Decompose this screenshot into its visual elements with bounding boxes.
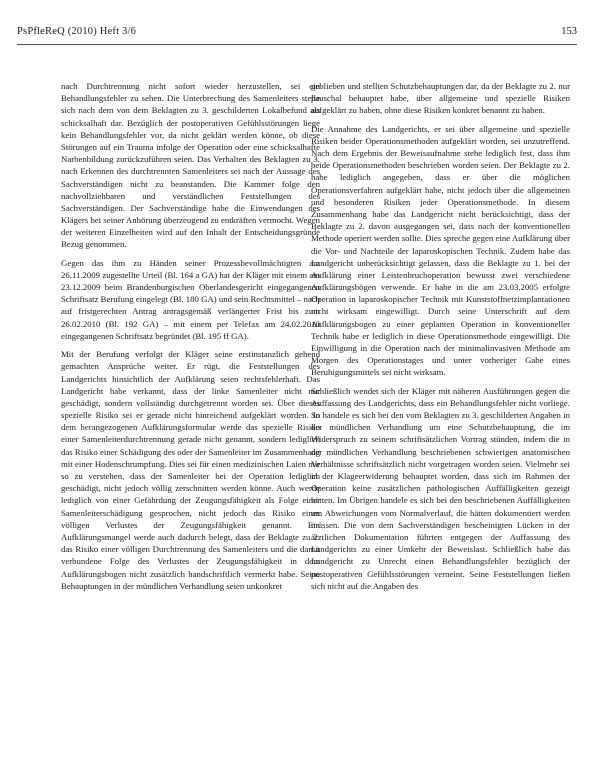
left-column xyxy=(61,80,320,598)
page-number: 153 xyxy=(561,26,577,37)
paragraph: Gegen das ihm zu Händen seiner Prozessbevollmächtigten am 26.11.2009 zugestellte Urteil (Bl. 164 a GA) hat der Kläger mit einem am 23.12.2009 beim Brandenburgischen Oberlandesgericht eingegangenen Schriftsatz Berufung eingelegt (Bl. 180 GA) und sein Rechtsmittel – nach auf fristgerechten Antrag antragsgemäß verlängerter Frist bis zum 26.02.2010 (Bl. 192 GA) – mit einem per Telefax am 24.02.2010 eingegangenen Schriftsatz begründet (Bl. 195 ff GA). xyxy=(61,257,320,341)
right-column xyxy=(311,80,570,598)
paragraph: Die Annahme des Landgerichts, er sei über allgemeine und spezielle Risiken beider Operationsmethoden aufgeklärt worden, sei unzutreffend. Nach dem Ergebnis der Beweisaufnahme stehe lediglich fest, dass ihm beide Operationsmethoden beschrieben worden seien. Der Beklagte zu 2. habe lediglich angegeben, dass er über die möglichen Operationsverfahren aufgeklärt habe, nicht jedoch über die allgemeinen und besonderen Risiken jeder Operationsmethode. In diesem Zusammenhang habe das Landgericht nicht berücksichtigt, dass der Beklagte zu 2. davon ausgegangen sei, dass nach der konventionellen Methode operiert werden sollte. Dies spreche gegen eine Aufklärung über die Vor- und Nachteile der laparoskopischen Technik. Zudem habe das Landgericht unberücksichtigt gelassen, dass die Beklagte zu 1. bei der Aufklärung einer Leistenbruchoperation bewusst zwei verschiedene Aufklärungsbögen verwende. Er habe in die am 23.03.2005 erfolgte Operation in laparoskopischer Technik mit Kunststoffnetzimplantationen nicht wirksam eingewilligt. Durch seine Unterschrift auf dem Aufklärungsbogen zu einer geplanten Operation in konventioneller Technik habe er lediglich in diese Operationsmethode eingewilligt. Die Einwilligung in die Operation nach der minimalinvasiven Methode am Morgen des Operationstages und unter vorheriger Gabe eines Beruhigungsmittels sei nicht wirksam. xyxy=(311,123,570,378)
journal-citation: PsPfleReQ (2010) Heft 3/6 xyxy=(17,26,137,37)
paragraph: Mit der Berufung verfolgt der Kläger seine erstinstanzlich gehend gemachten Ansprüche weiter. Er rügt, die Feststellungen des Landgerichts hinsichtlich der Aufklärung seien rechtsfehlerhaft. Das Landgericht habe verkannt, dass der linke Samenleiter nicht nur geschädigt, sondern vollständig durchgetrennt worden sei. Über dieses spezielle Risiko sei er gerade nicht hinreichend aufgeklärt worden. In dem herangezogenen Aufklärungsformular werde das spezielle Risiko einer Samenleiterdurchtrennung gerade nicht genannt, sondern lediglich das Risiko einer Schädigung des oder der Samenleiter im Zusammenhang mit einer Hodenschrumpfung. Dies sei für einen medizinischen Laien nur so zu verstehen, dass der Samenleiter bei der Operation lediglich geschädigt, nicht jedoch völlig zerschnitten werden könne. Auch werde lediglich von einer Gefährdung der Zeugungsfähigkeit als Folge einer Samenleiterschädigung gesprochen, nicht jedoch das Risiko eines völligen Verlustes der Zeugungsfähigkeit genannt. Ein Aufklärungsmangel werde auch dadurch belegt, dass der Beklagte zu 2. das Risiko einer völligen Durchtrennung des Samenleiters und die damit verbundene Folge des Verlustes der Zeugungsfähigkeit in dem Aufklärungsbogen nicht zusätzlich handschriftlich vermerkt habe. Seine Behauptungen in der mündlichen Verhandlung seien unkonkret xyxy=(61,349,320,591)
header-rule xyxy=(17,44,577,45)
paragraph: geblieben und stellten Schutzbehauptungen dar, da der Beklagte zu 2. nur pauschal behauptet habe, über allgemeine und spezielle Risiken aufgeklärt zu haben, ohne diese Risiken konkret benannt zu haben. xyxy=(311,81,570,116)
paragraph: nach Durchtrennung nicht sofort wieder herzustellen, sei ein Behandlungsfehler zu sehen. Die Unterbrechung des Samenleiters stelle sich nach dem von dem Beklagten zu 3. geschilderten Lokalbefund als schicksalhaft dar. Bezüglich der postoperativen Gefühlsstörungen liege kein Behandlungsfehler vor, da nicht geklärt werden könne, ob diese Störungen auf ein Trauma infolge der Operation oder eine schicksalhafte Narbenbildung zurückzuführen seien. Das Verhalten des Beklagten zu 3. nach Erkennen des durchtrennten Samenleiters sei nach der Aussage des Sachverständigen nicht zu beanstanden. Die Kammer folge den nachvollziehbaren und verständlichen Feststellungen des Sachverständigen. Der Sachverständige habe die Einwendungen des Klägers bei seiner Anhörung überzeugend zu entkräften vermocht. Wegen der weiteren Einzelheiten wird auf den Inhalt der Entscheidungsgründe Bezug genommen. xyxy=(61,81,320,250)
running-header xyxy=(17,26,577,46)
paragraph: Schließlich wendet sich der Kläger mit näheren Ausführungen gegen die Auffassung des Landgerichts, dass ein Behandlungsfehler nicht vorliege. So handele es sich bei den vom Beklagten zu 3. geschilderten Angaben in der mündlichen Verhandlung um eine Schutzbehauptung, die im Widerspruch zu seinem schriftsätzlichen Vortrag stünden, indem die in der mündlichen Verhandlung beschriebenen schwierigen anatomischen Verhältnisse schriftsätzlich nicht vorgetragen worden seien. Vielmehr sei in der Klageerwiderung behauptet worden, dass sich im Rahmen der Operation keine zusätzlichen pathologischen Auffälligkeiten gezeigt hätten. Im Übrigen handele es sich bei den beschriebenen Auffälligkeiten um Abweichungen vom Normalverlauf, die hätten dokumentiert werden müssen. Die von dem Sachverständigen bescheinigten Lücken in der ärztlichen Dokumentation führten entgegen der Auffassung des Landgerichts zu einer Umkehr der Beweislast. Schließlich habe das Landgericht zu Unrecht einen Behandlungsfehler bezüglich der postoperativen Gefühlsstörungen verneint. Seine Feststellungen ließen sich nicht auf die Angaben des xyxy=(311,385,570,591)
